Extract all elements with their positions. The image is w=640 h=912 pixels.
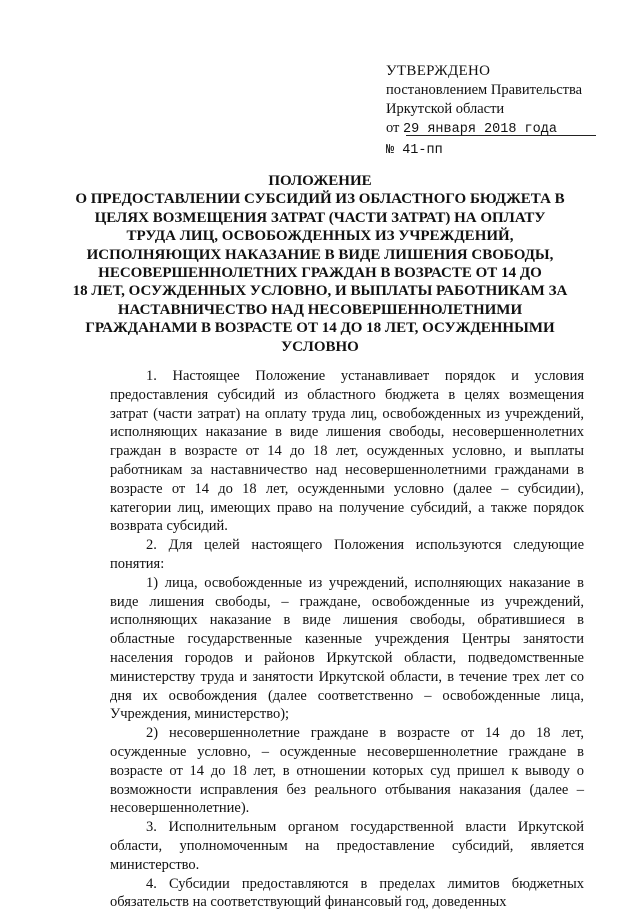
paragraph: 1. Настоящее Положение устанавливает порядок и условия предоставления субсидий из областного бюджета в целях возмещения затрат (части затрат) на оплату труда лиц, освобожденных из учреждений, исполняющих наказание в виде лишения свободы, несовершеннолетних граждан в возрасте от 14 до 18 лет, осужденных условно, и выплаты работникам за наставничество над несовершеннолетними гражданами в возрасте от 14 до 18 лет, осужденными условно (далее – субсидии), категории лиц, имеющих право на получение субсидий, а также порядок возврата субсидий. [110, 368, 584, 535]
title-line: ПОЛОЖЕНИЕ [268, 173, 372, 189]
approval-date-line [386, 119, 596, 139]
approval-heading: УТВЕРЖДЕНО [386, 63, 491, 79]
paragraph: 2) несовершеннолетние граждане в возрасте от 14 до 18 лет, осужденные условно, – осужденные несовершеннолетние граждане в возрасте от 14 до 18 лет, в отношении которых суд пришел к выводу о возможности исправления без реального отбывания наказания (далее – несовершеннолетние). [110, 725, 584, 817]
title-line: ТРУДА ЛИЦ, ОСВОБОЖДЕННЫХ ИЗ УЧРЕЖДЕНИЙ, [126, 228, 514, 245]
approval-line-1: постановлением Правительства [386, 82, 583, 98]
paragraph: 1) лица, освобожденные из учреждений, исполняющих наказание в виде лишения свободы, – граждане, освобожденные из учреждений, исполняющих наказание в виде лишения свободы, обратившиеся в областные государственные казенные учреждения Центры занятости населения городов и районов Иркутской области, подведомственные министерству труда и занятости Иркутской области, в течение трех лет со дня их освобождения (далее соответственно – освобожденные лица, Учреждения, министерство); [110, 574, 584, 723]
date-underline [406, 135, 596, 136]
title-line: ИСПОЛНЯЮЩИХ НАКАЗАНИЕ В ВИДЕ ЛИШЕНИЯ СВОБОДЫ, [86, 246, 554, 263]
title-line: УСЛОВНО [281, 338, 359, 355]
title-line: НАСТАВНИЧЕСТВО НАД НЕСОВЕРШЕННОЛЕТНИМИ [117, 301, 523, 318]
document-title [60, 172, 580, 356]
approval-number: № 41-пп [386, 143, 443, 158]
paragraph: 4. Субсидии предоставляются в пределах лимитов бюджетных обязательств на соответствующий финансовый год, доведенных [110, 875, 584, 911]
paragraph: 2. Для целей настоящего Положения используются следующие понятия: [110, 537, 584, 572]
document-body [110, 367, 584, 912]
title-line: ЦЕЛЯХ ВОЗМЕЩЕНИЯ ЗАТРАТ (ЧАСТИ ЗАТРАТ) НА ОПЛАТУ [94, 209, 546, 226]
approval-date-prefix: от [386, 120, 400, 136]
approval-date-value: 29 января 2018 года [403, 122, 557, 137]
title-line: НЕСОВЕРШЕННОЛЕТНИХ ГРАЖДАН В ВОЗРАСТЕ ОТ 14 ДО [98, 265, 542, 282]
title-line: О ПРЕДОСТАВЛЕНИИ СУБСИДИЙ ИЗ ОБЛАСТНОГО БЮДЖЕТА В [75, 191, 565, 208]
paragraph: 3. Исполнительным органом государственной власти Иркутской области, уполномоченным на предоставление субсидий, является министерство. [110, 819, 584, 873]
title-line: 18 ЛЕТ, ОСУЖДЕННЫХ УСЛОВНО, И ВЫПЛАТЫ РАБОТНИКАМ ЗА [72, 283, 568, 300]
approval-line-2: Иркутской области [386, 101, 505, 117]
approval-stamp [386, 62, 596, 160]
title-line: ГРАЖДАНАМИ В ВОЗРАСТЕ ОТ 14 ДО 18 ЛЕТ, ОСУЖДЕННЫМИ [85, 320, 555, 337]
